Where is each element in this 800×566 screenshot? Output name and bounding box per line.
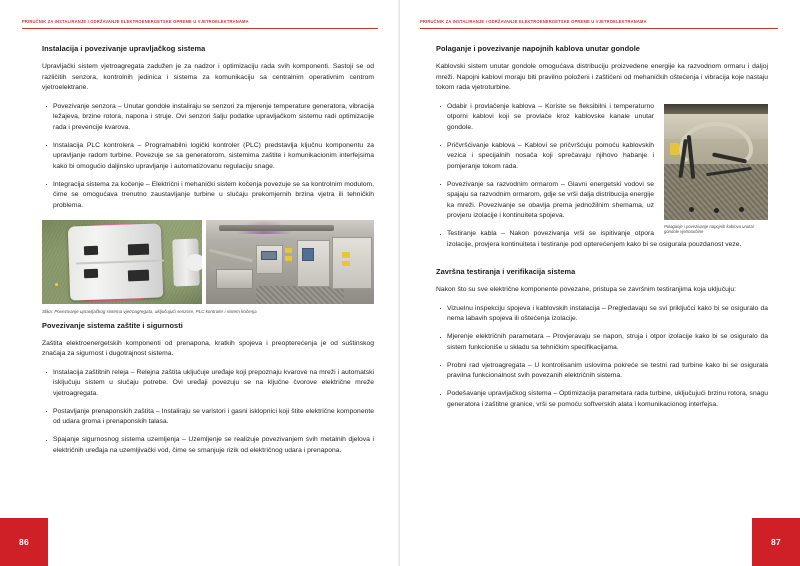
left-column-content [42, 44, 374, 463]
heading-zavrsna-testiranja: Završna testiranja i verifikacija sistema [436, 267, 576, 277]
page-right [400, 0, 800, 566]
list-item: · Povezivanje sa razvodnim ormarom – Glavni energetski vodovi se spajaju sa razvodnim ormarom, gdje se vrši dalja distribucija energije ka mreži. Povezivanje se obavlja prema jednožilnim shemama, uz provjeru izolacije i kontinuiteta spojeva. [436, 180, 768, 222]
heading-povezivanje-zastite-sigurnosti: Povezivanje sistema zaštite i sigurnosti [42, 320, 183, 330]
bullet-list-upravljacki-sistem [42, 102, 374, 212]
list-item: · Mjerenje električnih parametara – Provjeravaju se napon, struja i otpor izolacije kako bi se osiguralo da sistem funkcioniše u skladu sa tehničkim specifikacijama. [436, 332, 768, 353]
running-head-right: PRIRUČNIK ZA INSTALIRANJE I ODRŽAVANJE ELEKTROENERGETSKE OPREME U VJETROELEKTRANAMA [420, 19, 647, 24]
running-head-left: PRIRUČNIK ZA INSTALIRANJE I ODRŽAVANJE ELEKTROENERGETSKE OPREME U VJETROELEKTRANAMA [22, 19, 249, 24]
photo-nacelle-interior [206, 220, 374, 304]
figure-caption-right: Polaganje i povezivanje napojnih kablova unutar gondole vjetroturbine [664, 223, 755, 235]
list-item: · Pričvršćivanje kablova – Kablovi se pričvršćuju pomoću kablovskih vezica i specijalnih nosača koji sprečavaju njihovo habanje i pomjeranje tokom rada. [436, 141, 768, 173]
list-item: · Postavljanje prenaponskih zaštita – Instaliraju se varistori i gasni isklopnici koji štite električne komponente od udara groma i prenaponskih talasa. [42, 407, 374, 428]
list-item: · Podešavanje upravljačkog sistema – Optimizacija parametara rada turbine, uključujući brzinu rotora, snagu generatora i zaštitne granice, vrši se pomoću softverskih alata i komunikacionog interfejsa. [436, 389, 768, 410]
page-number-left: 86 [0, 518, 48, 566]
photo-aerial-nacelle [42, 220, 202, 304]
paragraph-intro-zastita: Zaštita elektroenergetskih komponenti od prenapona, kratkih spojeva i preopterećenja je od suštinskog značaja za sigurnost i dugotrajnost sistema. [42, 339, 374, 358]
right-column-content [436, 44, 768, 417]
list-item: · Instalacija zaštitnih releja – Relejna zaštita uključuje uređaje koji prepoznaju kvarove na mreži i automatski isključuju sistem u slučaju potrebe. Ovi uređaji povezuju se na ključne čvorove električne mreže vjetroagregata. [42, 368, 374, 400]
list-item: · Integracija sistema za kočenje – Električni i mehanički sistem kočenja povezuje se sa kontrolnim modulom, čime se omogućava trenutno zaustavljanje turbine u slučaju prekomjernih brzina vjetra ili tehničkih problema. [42, 180, 374, 212]
paragraph-intro-upravljacki-sistem: Upravljački sistem vjetroagregata zadužen je za nadzor i optimizaciju rada svih komponenti. Sastoji se od različitih senzora, kontrolnih jedinica i sistema za komunikaciju sa centralnim operativnim centrom vjetroelektrane. [42, 63, 374, 92]
bullet-list-zavrsna-testiranja [436, 304, 768, 411]
running-head-rule-right [420, 28, 778, 29]
heading-polaganje-napojnih-kablova: Polaganje i povezivanje napojnih kablova unutar gondole [436, 44, 640, 53]
heading-instalacija-upravljackog-sistema: Instalacija i povezivanje upravljačkog sistema [42, 44, 206, 53]
list-item: · Spajanje sigurnosnog sistema uzemljenja – Uzemljenje se realizuje povezivanjem svih metalnih djelova i električnih uređaja na uzemljivački vod, čime se smanjuje rizik od električnog udara i prenapona. [42, 435, 374, 456]
list-item: · Odabir i provlačenje kablova – Koriste se fleksibilni i temperaturno otporni kablovi koji se provlače kroz kablovske kanale unutar gondole. [436, 102, 768, 134]
paragraph-intro-kablovski-sistem: Kablovski sistem unutar gondole omogućava distribuciju proizvedene energije ka razvodnom ormaru i daljoj mreži. Napojni kablovi moraju biti pravilno položeni i zaštićeni od mehaničkih oštećenja i vibracija koje nastaju tokom rada vjetroturbine. [436, 63, 768, 92]
list-item: · Vizuelnu inspekciju spojeva i kablovskih instalacija – Pregledavaju se svi priključci kako bi se osiguralo da nema labavih spojeva ili oštećenja izolacije. [436, 304, 768, 325]
bullet-list-zastita-sigurnost [42, 368, 374, 457]
figure-upravljacki-sistem [42, 220, 374, 315]
figure-caption-left: Slika: Povezivanje upravljačkog sistema vjetroagregata, uključujući senzore, PLC kontroler i sistem kočenja [42, 309, 257, 315]
list-item: · Probni rad vjetroagregata – U kontrolisanim uslovima pokreće se testni rad turbine kako bi se osigurala pravilna funkcionalnost svih povezanih električnih sistema. [436, 361, 768, 382]
photo-row [42, 220, 374, 304]
list-item: · Instalacija PLC kontrolera – Programabilni logički kontroler (PLC) predstavlja ključnu komponentu za upravljanje radom turbine. Povezuje se sa generatorom, sistemima zaštite i komunikacionim interfejsima kako bi omogućio daljinsko upravljanje i automatizovanu regulaciju snage. [42, 141, 374, 173]
paragraph-intro-zavrsna-testiranja: Nakon što su sve električne komponente povezane, pristupa se završnim testiranjima koja uključuju: [436, 286, 737, 294]
running-head-rule-left [22, 28, 378, 29]
list-item: · Povezivanje senzora – Unutar gondole instaliraju se senzori za mjerenje temperature generatora, vibracija ležajeva, brzine rotora, napona i struje. Ovi senzori šalju podatke upravljačkom sistemu radi optimizacije rada i prevencije kvarova. [42, 102, 374, 134]
list-item: · Testiranje kabla – Nakon povezivanja vrši se ispitivanje otpora izolacije, provjera kontinuiteta i testiranje pod opterećenjem kako bi se osigurala pouzdanost veze. [436, 229, 768, 250]
page-number-right: 87 [752, 518, 800, 566]
